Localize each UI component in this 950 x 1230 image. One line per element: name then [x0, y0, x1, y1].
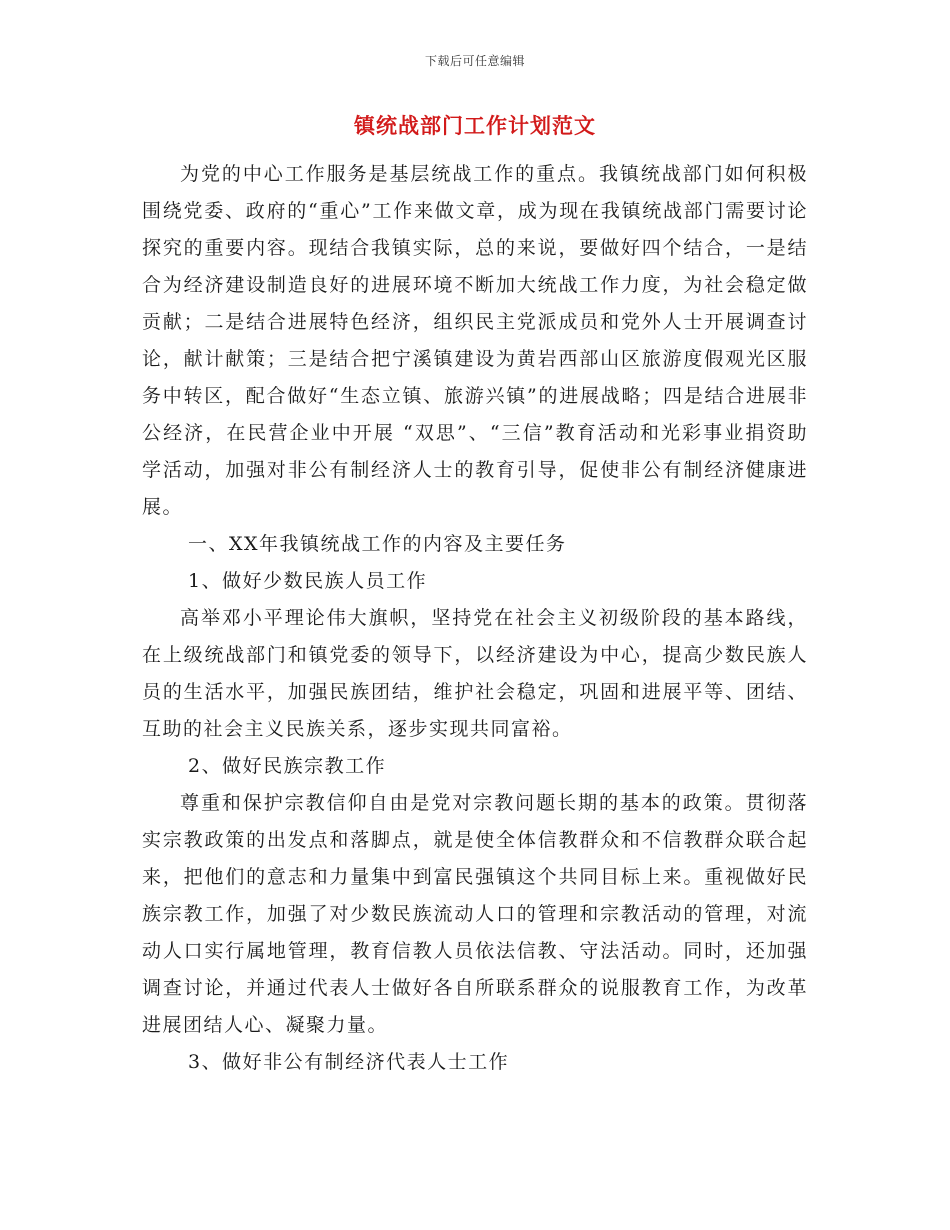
item1-paragraph: 高举邓小平理论伟大旗帜，坚持党在社会主义初级阶段的基本路线，在上级统战部门和镇党委的领导下，以经济建设为中心，提高少数民族人员的生活水平，加强民族团结，维护社会稳定，巩固和进展平等、团结、互助的社会主义民族关系，逐步实现共同富裕。: [142, 607, 808, 740]
item3-heading: 3、做好非公有制经济代表人士工作: [188, 1051, 510, 1073]
item1-heading: 1、做好少数民族人员工作: [188, 570, 428, 592]
section-heading: 一、XX年我镇统战工作的内容及主要任务: [188, 533, 567, 555]
item2-paragraph: 尊重和保护宗教信仰自由是党对宗教问题长期的基本的政策。贯彻落实宗教政策的出发点和落脚点，就是使全体信教群众和不信教群众联合起来，把他们的意志和力量集中到富民强镇这个共同目标上来。重视做好民族宗教工作，加强了对少数民族流动人口的管理和宗教活动的管理，对流动人口实行属地管理，教育信教人员依法信教、守法活动。同时，还加强调查讨论，并通过代表人士做好各自所联系群众的说服教育工作，为改革进展团结人心、凝聚力量。: [142, 792, 808, 1036]
item2-heading: 2、做好民族宗教工作: [188, 755, 387, 777]
document-title: 镇统战部门工作计划范文: [354, 113, 596, 138]
header-note: 下载后可任意编辑: [424, 54, 525, 68]
intro-paragraph: 为党的中心工作服务是基层统战工作的重点。我镇统战部门如何积极围绕党委、政府的“重心”工作来做文章，成为现在我镇统战部门需要讨论探究的重要内容。现结合我镇实际，总的来说，要做好四个结合，一是结合为经济建设制造良好的进展环境不断加大统战工作力度，为社会稳定做贡献；二是结合进展特色经济，组织民主党派成员和党外人士开展调查讨论，献计献策；三是结合把宁溪镇建设为黄岩西部山区旅游度假观光区服务中转区，配合做好“生态立镇、旅游兴镇”的进展战略；四是结合进展非公经济，在民营企业中开展 “双思”、“三信”教育活动和光彩事业捐资助学活动，加强对非公有制经济人士的教育引导，促使非公有制经济健康进展。: [142, 163, 808, 518]
document-body: [142, 156, 808, 1081]
